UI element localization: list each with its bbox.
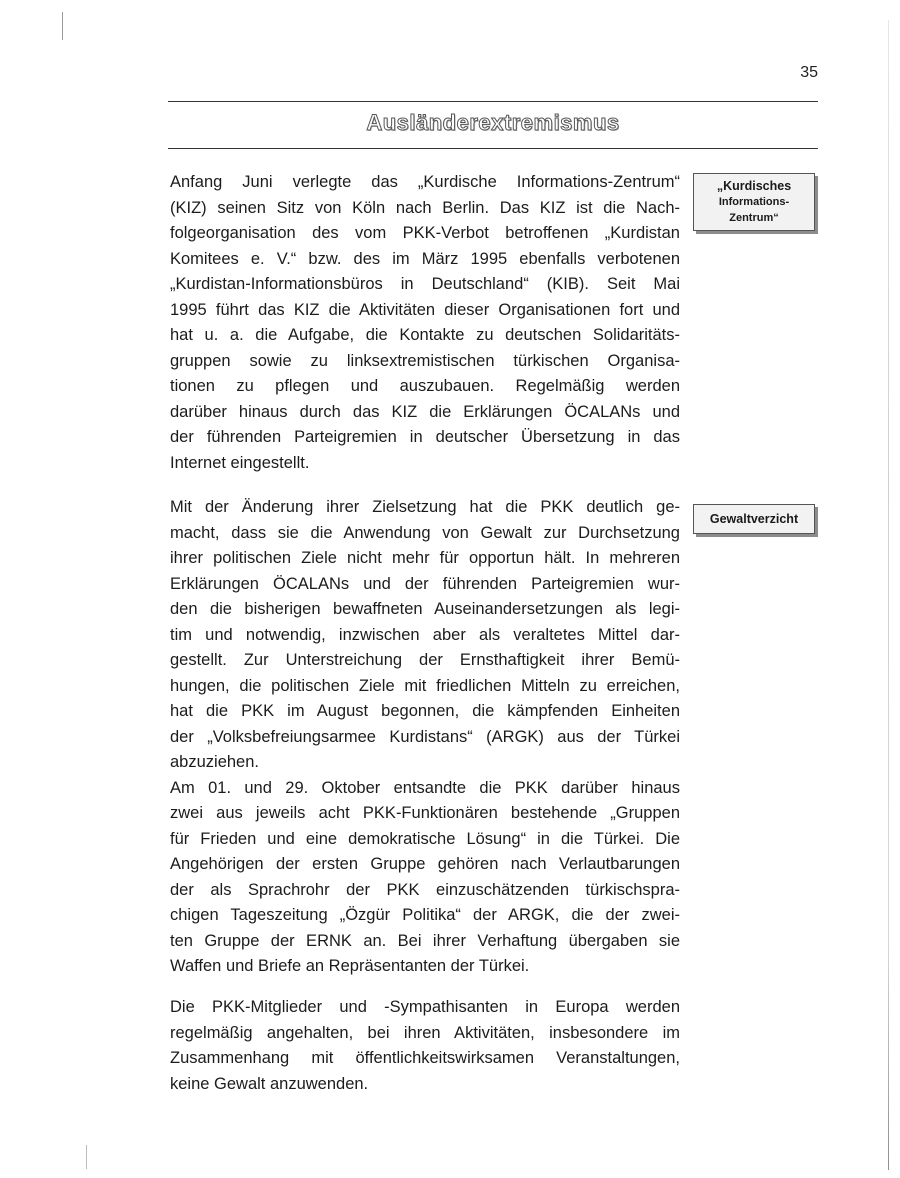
text-line: abzuziehen. bbox=[170, 753, 259, 771]
text-line: gestellt. Zur Unterstreichung der Ernsthaftigkeit ihrer Bemü- bbox=[170, 651, 680, 669]
text-line: Angehörigen der ersten Gruppe gehören nach Verlautbarungen bbox=[170, 855, 680, 873]
text-line: Am 01. und 29. Oktober entsandte die PKK darüber hinaus bbox=[170, 778, 680, 797]
margin-note-line: „Kurdisches bbox=[716, 179, 792, 193]
text-line: folgeorganisation des vom PKK-Verbot betroffenen „Kurdistan bbox=[170, 224, 680, 242]
paragraph-europa bbox=[170, 995, 680, 1097]
text-line: der führenden Parteigremien in deutscher Übersetzung in das bbox=[170, 428, 680, 446]
text-line: Erklärungen ÖCALANs und der führenden Parteigremien wur- bbox=[170, 574, 680, 593]
text-line: hat die PKK im August begonnen, die kämpfenden Einheiten bbox=[170, 702, 680, 720]
text-line: den die bisherigen bewaffneten Auseinandersetzungen als legi- bbox=[170, 600, 680, 618]
page-number: 35 bbox=[800, 64, 818, 81]
header-rule-bottom bbox=[168, 148, 818, 149]
margin-note-line: Informations- bbox=[718, 196, 790, 208]
text-line: hat u. a. die Aufgabe, die Kontakte zu deutschen Solidaritäts- bbox=[170, 326, 680, 344]
text-line: Anfang Juni verlegte das „Kurdische Informations-Zentrum“ bbox=[170, 173, 680, 191]
text-line: macht, dass sie die Anwendung von Gewalt zur Durchsetzung bbox=[170, 523, 680, 542]
text-line: regelmäßig angehalten, bei ihren Aktivitäten, insbesondere im bbox=[170, 1023, 680, 1042]
margin-note-line: Zentrum“ bbox=[729, 212, 779, 224]
text-line: zwei aus jeweils acht PKK-Funktionären bestehende „Gruppen bbox=[170, 804, 680, 822]
text-line: keine Gewalt anzuwenden. bbox=[170, 1074, 369, 1093]
text-line: ihrer politischen Ziele nicht mehr für opportun hält. In mehreren bbox=[170, 549, 680, 567]
text-line: Internet eingestellt. bbox=[170, 453, 310, 472]
text-line: (KIZ) seinen Sitz von Köln nach Berlin. Das KIZ ist die Nach- bbox=[170, 198, 680, 217]
text-line: ten Gruppe der ERNK an. Bei ihrer Verhaftung übergaben sie bbox=[170, 931, 680, 950]
text-line: Komitees e. V.“ bzw. des im März 1995 ebenfalls verbotenen bbox=[170, 249, 680, 268]
text-line: Mit der Änderung ihrer Zielsetzung hat die PKK deutlich ge- bbox=[170, 498, 680, 516]
paragraph-gewaltverzicht bbox=[170, 495, 680, 980]
text-line: für Frieden und eine demokratische Lösung“ in die Türkei. Die bbox=[170, 829, 680, 848]
text-line: 1995 führt das KIZ die Aktivitäten dieser Organisationen fort und bbox=[170, 300, 680, 319]
paragraph-kiz bbox=[170, 170, 680, 476]
scan-edge-mark bbox=[62, 12, 63, 40]
margin-note-gewaltverzicht: Gewaltverzicht bbox=[693, 504, 815, 534]
scan-edge-shadow bbox=[888, 20, 889, 1170]
chapter-title: Ausländerextremismus bbox=[366, 110, 620, 135]
text-line: der „Volksbefreiungsarmee Kurdistans“ (ARGK) aus der Türkei bbox=[170, 727, 680, 746]
text-line: Zusammenhang mit öffentlichkeitswirksamen Veranstaltungen, bbox=[170, 1049, 680, 1067]
text-line: tionen zu pflegen und auszubauen. Regelmäßig werden bbox=[170, 377, 680, 395]
text-line: tim und notwendig, inzwischen aber als veraltetes Mittel dar- bbox=[170, 625, 680, 644]
margin-note-kiz bbox=[693, 173, 815, 231]
text-line: gruppen sowie zu linksextremistischen türkischen Organisa- bbox=[170, 351, 680, 370]
text-line: „Kurdistan-Informationsbüros in Deutschland“ (KIB). Seit Mai bbox=[170, 275, 680, 293]
text-line: Die PKK-Mitglieder und -Sympathisanten in Europa werden bbox=[170, 998, 680, 1016]
text-line: darüber hinaus durch das KIZ die Erklärungen ÖCALANs und bbox=[170, 402, 680, 421]
header-rule-top bbox=[168, 101, 818, 102]
text-line: der als Sprachrohr der PKK einzuschätzenden türkischspra- bbox=[170, 880, 680, 899]
scan-edge-mark bbox=[86, 1145, 87, 1169]
text-line: Waffen und Briefe an Repräsentanten der Türkei. bbox=[170, 957, 530, 975]
text-line: hungen, die politischen Ziele mit friedlichen Mitteln zu erreichen, bbox=[170, 676, 680, 695]
text-line: chigen Tageszeitung „Özgür Politika“ der ARGK, die der zwei- bbox=[170, 906, 680, 924]
